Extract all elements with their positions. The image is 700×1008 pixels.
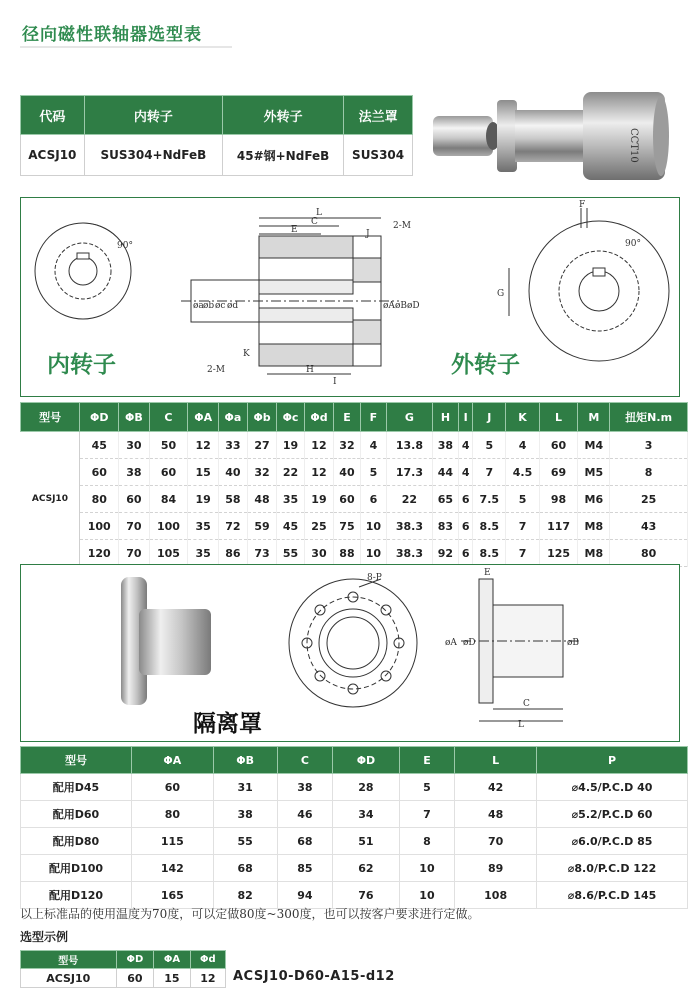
- angle-label: 90°: [117, 241, 133, 251]
- cover-side-view: [461, 579, 581, 721]
- table-row: [21, 828, 688, 855]
- spec-cell: 7.5: [473, 486, 506, 513]
- spec-cell: 44: [432, 459, 458, 486]
- spec-header: I: [459, 403, 473, 432]
- spec-cell: 50: [149, 432, 188, 459]
- cover-cell: 68: [277, 828, 333, 855]
- spec-cell: M8: [578, 540, 610, 567]
- cover-header: C: [277, 747, 333, 774]
- spec-cell: 7: [506, 513, 539, 540]
- spec-cell: 4: [506, 432, 539, 459]
- cover-cell: 62: [333, 855, 399, 882]
- cover-cell: 82: [213, 882, 277, 909]
- cover-cell: 7: [399, 801, 455, 828]
- dim-ob: øb: [203, 301, 215, 311]
- material-header: 外转子: [223, 96, 344, 135]
- spec-header: Φb: [247, 403, 277, 432]
- spec-header: ΦA: [188, 403, 219, 432]
- spec-cell: 86: [218, 540, 247, 567]
- cover-drawing-panel: [20, 564, 680, 742]
- spec-cell: 35: [188, 513, 219, 540]
- dim-H: H: [306, 365, 314, 375]
- dim-L: L: [316, 208, 322, 218]
- spec-cell: 12: [304, 432, 334, 459]
- example-cell: ACSJ10: [21, 969, 117, 988]
- spec-header: M: [578, 403, 610, 432]
- cover-cell: 31: [213, 774, 277, 801]
- material-cell: 45#钢+NdFeB: [223, 135, 344, 176]
- spec-cell: 10: [360, 540, 386, 567]
- spec-header: ΦB: [119, 403, 149, 432]
- dim-I: I: [333, 377, 337, 387]
- table-row: [21, 486, 688, 513]
- spec-header: ΦD: [80, 403, 119, 432]
- spec-cell: 38: [432, 432, 458, 459]
- material-cell: SUS304+NdFeB: [84, 135, 222, 176]
- spec-header: E: [334, 403, 360, 432]
- spec-cell: 70: [119, 540, 149, 567]
- cover-cell: 89: [455, 855, 537, 882]
- spec-cell: 4: [459, 459, 473, 486]
- spec-cell: 19: [277, 432, 304, 459]
- cover-cell: ⌀4.5/P.C.D 40: [537, 774, 688, 801]
- cover-cell: 34: [333, 801, 399, 828]
- cover-cell: 8: [399, 828, 455, 855]
- dim-oD: øD: [407, 301, 420, 311]
- spec-header: Φc: [277, 403, 304, 432]
- spec-cell: 40: [334, 459, 360, 486]
- cover-drawings: [21, 565, 679, 741]
- dim-C: C: [311, 217, 318, 227]
- cover-cell: 108: [455, 882, 537, 909]
- spec-cell: 65: [432, 486, 458, 513]
- spec-cell: 120: [80, 540, 119, 567]
- cover-cell: ⌀8.0/P.C.D 122: [537, 855, 688, 882]
- cover-header: P: [537, 747, 688, 774]
- spec-header: 型号: [21, 403, 80, 432]
- spec-cell: 100: [149, 513, 188, 540]
- spec-cell: 45: [80, 432, 119, 459]
- cover-header: E: [399, 747, 455, 774]
- example-header: ΦD: [116, 951, 154, 969]
- spec-cell: 32: [334, 432, 360, 459]
- spec-cell: 72: [218, 513, 247, 540]
- table-row: [21, 855, 688, 882]
- dim-J: J: [366, 229, 370, 239]
- spec-cell: 22: [277, 459, 304, 486]
- cover-cell: 68: [213, 855, 277, 882]
- spec-cell: 27: [247, 432, 277, 459]
- spec-cell: 6: [459, 540, 473, 567]
- spec-cell: 38.3: [387, 540, 433, 567]
- spec-cell: 4: [459, 432, 473, 459]
- spec-cell: 4: [360, 432, 386, 459]
- section-view: [181, 218, 399, 374]
- dim-2M-bottom: 2-M: [207, 365, 225, 375]
- example-header: 型号: [21, 951, 117, 969]
- cover-front-view: [289, 579, 417, 707]
- material-header: 内转子: [84, 96, 222, 135]
- spec-cell: 58: [218, 486, 247, 513]
- spec-cell: 84: [149, 486, 188, 513]
- example-code: ACSJ10-D60-A15-d12: [233, 969, 395, 984]
- cover-cell: 51: [333, 828, 399, 855]
- inner-rotor-end-view: [35, 223, 131, 319]
- spec-cell: 43: [610, 513, 688, 540]
- outer-rotor-end-view: [509, 208, 669, 361]
- spec-table: [20, 402, 688, 567]
- dim-oD-cover: øD: [463, 638, 476, 648]
- page-title: 径向磁性联轴器选型表: [22, 25, 202, 45]
- dim-F: F: [579, 200, 586, 210]
- cover-cell: 38: [277, 774, 333, 801]
- dim-C-cover: C: [523, 699, 530, 709]
- spec-cell: 60: [539, 432, 578, 459]
- cover-label: 隔离罩: [193, 710, 262, 737]
- cover-cell: 配用D80: [21, 828, 132, 855]
- spec-cell: 75: [334, 513, 360, 540]
- spec-cell: 17.3: [387, 459, 433, 486]
- spec-cell: 12: [188, 432, 219, 459]
- cover-cell: ⌀5.2/P.C.D 60: [537, 801, 688, 828]
- dim-E: E: [291, 225, 298, 235]
- spec-cell: 100: [80, 513, 119, 540]
- spec-cell: 117: [539, 513, 578, 540]
- cover-cell: 55: [213, 828, 277, 855]
- material-header: 法兰罩: [344, 96, 413, 135]
- spec-cell: 48: [247, 486, 277, 513]
- rotor-drawings: [21, 198, 679, 396]
- spec-cell: 8: [610, 459, 688, 486]
- spec-header: H: [432, 403, 458, 432]
- example-cell: 15: [154, 969, 191, 988]
- cover-table: [20, 746, 688, 909]
- cover-cell: 10: [399, 855, 455, 882]
- dim-od: ød: [227, 301, 239, 311]
- cover-cell: 配用D100: [21, 855, 132, 882]
- dim-2M-top: 2-M: [393, 221, 411, 231]
- spec-cell: M4: [578, 432, 610, 459]
- cover-cell: ⌀6.0/P.C.D 85: [537, 828, 688, 855]
- spec-cell: M5: [578, 459, 610, 486]
- coupling-photo: [425, 78, 685, 190]
- material-header: 代码: [21, 96, 85, 135]
- spec-cell: 32: [247, 459, 277, 486]
- dim-oA-cover: øA: [445, 638, 457, 648]
- spec-header: 扭矩N.m: [610, 403, 688, 432]
- example-title: 选型示例: [20, 930, 69, 944]
- spec-cell: 6: [459, 486, 473, 513]
- inner-rotor-label: 内转子: [47, 351, 116, 378]
- spec-cell: 30: [119, 432, 149, 459]
- spec-cell: 60: [149, 459, 188, 486]
- spec-cell: 98: [539, 486, 578, 513]
- spec-cell: 125: [539, 540, 578, 567]
- material-table: [20, 95, 413, 176]
- table-row: [21, 459, 688, 486]
- cover-header: ΦA: [132, 747, 214, 774]
- spec-cell: 55: [277, 540, 304, 567]
- spec-cell: 5: [506, 486, 539, 513]
- outer-rotor-label: 外转子: [451, 351, 520, 378]
- dim-oB-cover: øB: [567, 638, 580, 648]
- material-cell: SUS304: [344, 135, 413, 176]
- cover-cell: 60: [132, 774, 214, 801]
- example-table: [20, 950, 226, 988]
- spec-cell: 60: [119, 486, 149, 513]
- spec-cell: 33: [218, 432, 247, 459]
- cover-cell: 42: [455, 774, 537, 801]
- spec-cell: 13.8: [387, 432, 433, 459]
- spec-cell: 8.5: [473, 513, 506, 540]
- spec-header: L: [539, 403, 578, 432]
- dim-oc: øc: [215, 301, 226, 311]
- spec-header: J: [473, 403, 506, 432]
- dim-G: G: [497, 289, 505, 299]
- cover-photo: [121, 577, 211, 705]
- spec-cell: 12: [304, 459, 334, 486]
- table-row: [21, 432, 688, 459]
- spec-cell: 7: [473, 459, 506, 486]
- spec-header: Φa: [218, 403, 247, 432]
- spec-cell: M8: [578, 513, 610, 540]
- spec-cell: 19: [304, 486, 334, 513]
- table-row: [21, 540, 688, 567]
- spec-cell: 5: [473, 432, 506, 459]
- spec-cell: 80: [80, 486, 119, 513]
- table-row: [21, 801, 688, 828]
- cover-cell: 94: [277, 882, 333, 909]
- spec-cell: 92: [432, 540, 458, 567]
- spec-cell: 15: [188, 459, 219, 486]
- dim-K: K: [243, 349, 250, 359]
- table-row: [21, 774, 688, 801]
- spec-cell: 5: [360, 459, 386, 486]
- cover-header: L: [455, 747, 537, 774]
- angle-label-outer: 90°: [625, 239, 641, 249]
- spec-cell: 35: [188, 540, 219, 567]
- dim-L-cover: L: [518, 720, 524, 730]
- example-cell: 12: [190, 969, 225, 988]
- cover-cell: 配用D45: [21, 774, 132, 801]
- spec-cell: 6: [360, 486, 386, 513]
- cover-cell: 165: [132, 882, 214, 909]
- spec-header: G: [387, 403, 433, 432]
- dim-E-cover: E: [484, 568, 491, 578]
- spec-cell: 73: [247, 540, 277, 567]
- spec-cell: 38.3: [387, 513, 433, 540]
- spec-header: F: [360, 403, 386, 432]
- cover-header: 型号: [21, 747, 132, 774]
- cover-cell: 配用D120: [21, 882, 132, 909]
- spec-cell: 6: [459, 513, 473, 540]
- spec-header: K: [506, 403, 539, 432]
- spec-cell: 35: [277, 486, 304, 513]
- spec-cell: 4.5: [506, 459, 539, 486]
- dim-8P: 8-P: [367, 573, 382, 583]
- spec-cell: 22: [387, 486, 433, 513]
- spec-cell: 83: [432, 513, 458, 540]
- spec-cell: 45: [277, 513, 304, 540]
- cover-cell: 48: [455, 801, 537, 828]
- cover-cell: 38: [213, 801, 277, 828]
- spec-cell: 10: [360, 513, 386, 540]
- cover-cell: 配用D60: [21, 801, 132, 828]
- example-header: ΦA: [154, 951, 191, 969]
- dim-oB: øB: [395, 301, 408, 311]
- cover-cell: 10: [399, 882, 455, 909]
- spec-cell: 105: [149, 540, 188, 567]
- cover-cell: 142: [132, 855, 214, 882]
- photo-label: CCT10: [628, 128, 639, 163]
- title-underline: [20, 46, 232, 48]
- spec-cell: 8.5: [473, 540, 506, 567]
- spec-cell: 40: [218, 459, 247, 486]
- usage-note: 以上标准品的使用温度为70度，可以定做80度~300度，也可以按客户要求进行定做。: [20, 907, 480, 921]
- rotor-drawing-panel: [20, 197, 680, 397]
- spec-cell: 38: [119, 459, 149, 486]
- cover-header: ΦB: [213, 747, 277, 774]
- spec-cell: M6: [578, 486, 610, 513]
- spec-cell: 60: [334, 486, 360, 513]
- cover-cell: 70: [455, 828, 537, 855]
- spec-cell: 69: [539, 459, 578, 486]
- cover-header: ΦD: [333, 747, 399, 774]
- spec-cell: 7: [506, 540, 539, 567]
- spec-cell: 88: [334, 540, 360, 567]
- spec-header: C: [149, 403, 188, 432]
- cover-cell: 85: [277, 855, 333, 882]
- example-cell: 60: [116, 969, 154, 988]
- spec-cell: 60: [80, 459, 119, 486]
- example-header: Φd: [190, 951, 225, 969]
- dim-oA: øA: [383, 301, 395, 311]
- cover-cell: 115: [132, 828, 214, 855]
- cover-cell: 76: [333, 882, 399, 909]
- material-cell: ACSJ10: [21, 135, 85, 176]
- cover-cell: 28: [333, 774, 399, 801]
- cover-cell: ⌀8.6/P.C.D 145: [537, 882, 688, 909]
- cover-cell: 80: [132, 801, 214, 828]
- spec-cell: 25: [304, 513, 334, 540]
- dim-oa: øa: [193, 301, 204, 311]
- spec-cell: 70: [119, 513, 149, 540]
- spec-cell: 19: [188, 486, 219, 513]
- spec-cell: 25: [610, 486, 688, 513]
- cover-cell: 46: [277, 801, 333, 828]
- spec-model-cell: ACSJ10: [21, 432, 80, 567]
- spec-header: Φd: [304, 403, 334, 432]
- cover-cell: 5: [399, 774, 455, 801]
- spec-cell: 3: [610, 432, 688, 459]
- spec-cell: 59: [247, 513, 277, 540]
- table-row: [21, 513, 688, 540]
- spec-cell: 80: [610, 540, 688, 567]
- spec-cell: 30: [304, 540, 334, 567]
